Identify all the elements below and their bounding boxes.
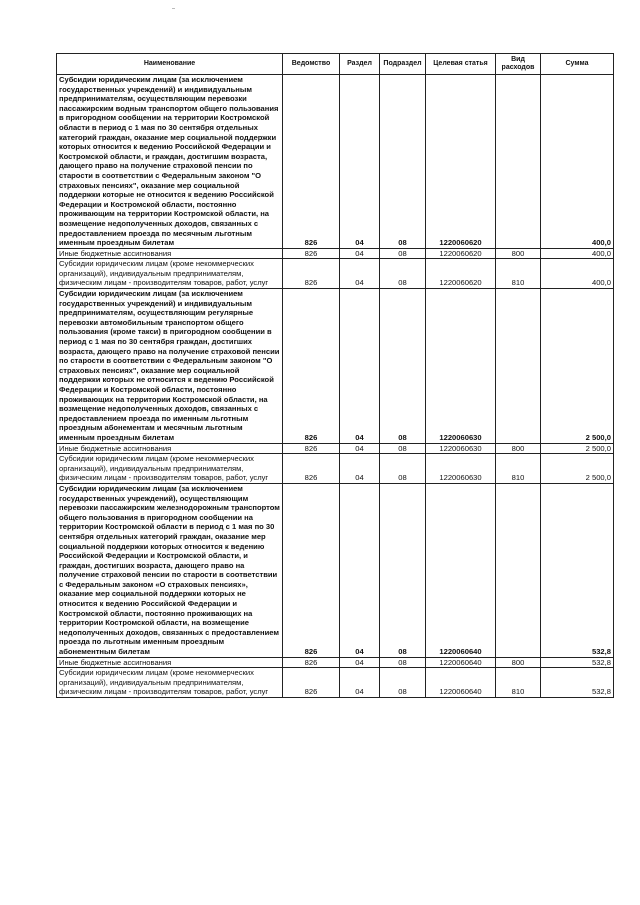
row-target: 1220060640 bbox=[426, 483, 496, 657]
row-dept: 826 bbox=[283, 75, 340, 249]
row-expense bbox=[496, 75, 541, 249]
row-sum: 532,8 bbox=[541, 483, 614, 657]
row-subsection: 08 bbox=[380, 483, 426, 657]
row-section: 04 bbox=[340, 289, 380, 444]
table-row bbox=[57, 289, 614, 444]
document-page bbox=[56, 53, 613, 698]
row-section: 04 bbox=[340, 259, 380, 289]
row-sum: 2 500,0 bbox=[541, 454, 614, 484]
row-dept: 826 bbox=[283, 443, 340, 454]
row-section: 04 bbox=[340, 668, 380, 698]
table-row bbox=[57, 75, 614, 249]
row-sum: 2 500,0 bbox=[541, 443, 614, 454]
row-dept: 826 bbox=[283, 668, 340, 698]
row-sum: 400,0 bbox=[541, 75, 614, 249]
header-sum: Сумма bbox=[541, 54, 614, 75]
row-name: Субсидии юридическим лицам (за исключением государственных учреждений) и индивидуальным предпринимателям, осуществляющим регулярные перевозки автомобильным транспортом общего пользования (кроме такси) в пригородном сообщении в период с 1 мая по 30 сентября граждан, достигших возраста, дающего право на получение страховой пенсии по старости в соответствии с Федеральным законом "О страховых пенсиях", оказание мер социальной поддержки которых не относится к ведению Российской Федерации и Костромской области, постоянно проживающих на территории Костромской области, на возмещение недополученных доходов, связанных с предоставлением проезда по именным льготным проездным абонементам и месячным льготным именным проездным билетам bbox=[57, 289, 283, 444]
row-dept: 826 bbox=[283, 454, 340, 484]
row-dept: 826 bbox=[283, 657, 340, 668]
table-header-row bbox=[57, 54, 614, 75]
row-expense bbox=[496, 483, 541, 657]
row-section: 04 bbox=[340, 443, 380, 454]
row-subsection: 08 bbox=[380, 259, 426, 289]
header-section: Раздел bbox=[340, 54, 380, 75]
row-name: Иные бюджетные ассигнования bbox=[57, 657, 283, 668]
row-target: 1220060640 bbox=[426, 668, 496, 698]
header-expense: Вид расходов bbox=[496, 54, 541, 75]
row-dept: 826 bbox=[283, 248, 340, 259]
row-target: 1220060630 bbox=[426, 454, 496, 484]
row-name: Субсидии юридическим лицам (кроме некоммерческих организаций), индивидуальным предпринимателям, физическим лицам - производителям товаров, работ, услуг bbox=[57, 259, 283, 289]
header-dept: Ведомство bbox=[283, 54, 340, 75]
table-row bbox=[57, 483, 614, 657]
table-row bbox=[57, 248, 614, 259]
row-sum: 532,8 bbox=[541, 657, 614, 668]
table-row bbox=[57, 668, 614, 698]
row-expense: 800 bbox=[496, 248, 541, 259]
table-row bbox=[57, 454, 614, 484]
row-dept: 826 bbox=[283, 483, 340, 657]
row-subsection: 08 bbox=[380, 657, 426, 668]
row-target: 1220060640 bbox=[426, 657, 496, 668]
row-target: 1220060620 bbox=[426, 75, 496, 249]
header-name: Наименование bbox=[57, 54, 283, 75]
table-row bbox=[57, 443, 614, 454]
row-sum: 532,8 bbox=[541, 668, 614, 698]
row-subsection: 08 bbox=[380, 443, 426, 454]
row-subsection: 08 bbox=[380, 75, 426, 249]
row-sum: 400,0 bbox=[541, 248, 614, 259]
row-sum: 2 500,0 bbox=[541, 289, 614, 444]
row-expense bbox=[496, 289, 541, 444]
row-section: 04 bbox=[340, 657, 380, 668]
row-dept: 826 bbox=[283, 289, 340, 444]
row-name: Субсидии юридическим лицам (за исключением государственных учреждений), осуществляющим перевозки пассажирским железнодорожным транспортом общего пользования в пригородном сообщении на территории Костромской области в период с 1 мая по 30 сентября отдельных категорий граждан, оказание мер социальной поддержки которых относится к ведению Российской Федерации и Костромской области, и граждан, достигших возраста, дающего право на получение страховой пенсии по старости в соответствии с Федеральным законом «О страховых пенсиях», оказание мер социальной поддержки которых не относится к ведению Российской Федерации и Костромской области, постоянно проживающих на территории Костромской области, на возмещение недополученных доходов, связанных с предоставлением проезда по льготным именным проездным абонементным билетам bbox=[57, 483, 283, 657]
scan-speck bbox=[172, 8, 175, 9]
row-subsection: 08 bbox=[380, 668, 426, 698]
row-expense: 800 bbox=[496, 443, 541, 454]
row-target: 1220060620 bbox=[426, 248, 496, 259]
row-subsection: 08 bbox=[380, 248, 426, 259]
row-subsection: 08 bbox=[380, 454, 426, 484]
row-target: 1220060630 bbox=[426, 289, 496, 444]
row-sum: 400,0 bbox=[541, 259, 614, 289]
row-expense: 810 bbox=[496, 259, 541, 289]
row-name: Иные бюджетные ассигнования bbox=[57, 248, 283, 259]
row-subsection: 08 bbox=[380, 289, 426, 444]
row-section: 04 bbox=[340, 483, 380, 657]
row-target: 1220060630 bbox=[426, 443, 496, 454]
header-subsection: Подраздел bbox=[380, 54, 426, 75]
row-section: 04 bbox=[340, 75, 380, 249]
header-target: Целевая статья bbox=[426, 54, 496, 75]
row-target: 1220060620 bbox=[426, 259, 496, 289]
row-name: Субсидии юридическим лицам (за исключением государственных учреждений) и индивидуальным предпринимателям, осуществляющим перевозки пассажирским водным транспортом общего пользования в пригородном сообщении на территории Костромской области в период с 1 мая по 30 сентября отдельных категорий граждан, оказание мер социальной поддержки которых относится к ведению Российской Федерации и Костромской области, и граждан, достигшим возраста, дающего право на получение страховой пенсии по старости в соответствии с Федеральным законом "О страховых пенсиях", оказание мер социальной поддержки которые не относится к ведению Российской Федерации и Костромской области, постоянно проживающим на территории Костромской области, на возмещение недополученных доходов, связанных с предоставлением проезда по месячным льготным именным проездным билетам bbox=[57, 75, 283, 249]
row-name: Иные бюджетные ассигнования bbox=[57, 443, 283, 454]
row-expense: 810 bbox=[496, 454, 541, 484]
row-expense: 810 bbox=[496, 668, 541, 698]
row-name: Субсидии юридическим лицам (кроме некоммерческих организаций), индивидуальным предпринимателям, физическим лицам - производителям товаров, работ, услуг bbox=[57, 454, 283, 484]
row-name: Субсидии юридическим лицам (кроме некоммерческих организаций), индивидуальным предпринимателям, физическим лицам - производителям товаров, работ, услуг bbox=[57, 668, 283, 698]
row-dept: 826 bbox=[283, 259, 340, 289]
row-expense: 800 bbox=[496, 657, 541, 668]
row-section: 04 bbox=[340, 454, 380, 484]
table-row bbox=[57, 259, 614, 289]
row-section: 04 bbox=[340, 248, 380, 259]
budget-table bbox=[56, 53, 614, 698]
table-row bbox=[57, 657, 614, 668]
